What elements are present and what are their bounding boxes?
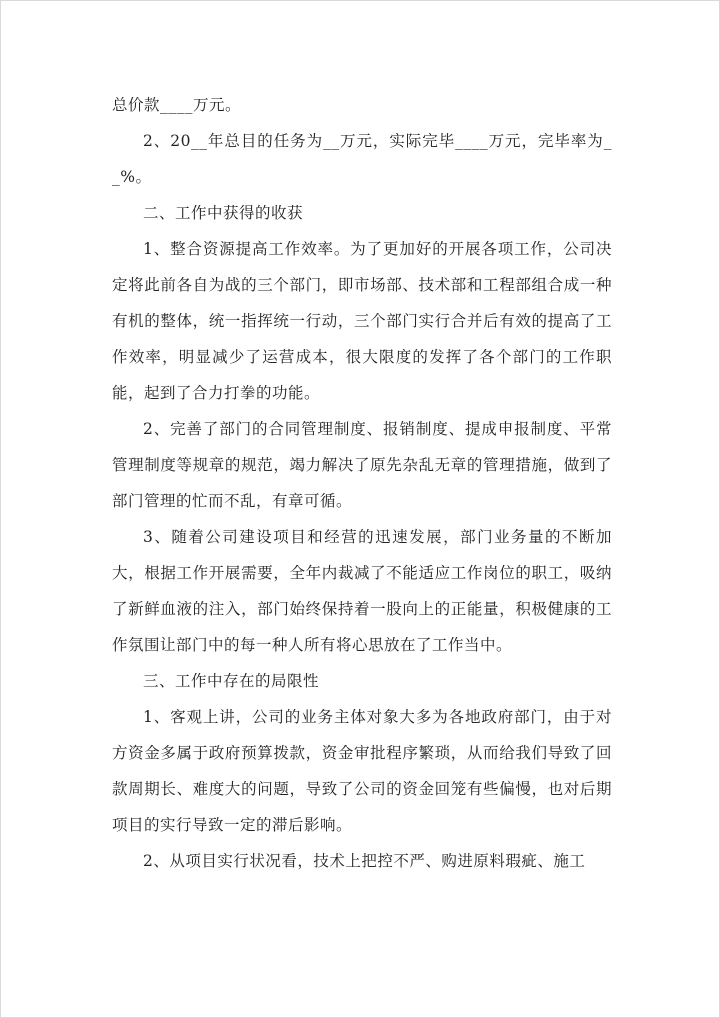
- paragraph-limitation-2: 2、从项目实行状况看，技术上把控不严、购进原料瑕疵、施工: [143, 852, 586, 870]
- paragraph-gain-1: 1、整合资源提高工作效率。为了更加好的开展各项工作，公司决定将此前各自为战的三个部门，即市场部、技术部和工程部组合成一种有机的整体，统一指挥统一行动，三个部门实行合并后有效的提高了工作效率，明显减少了运营成本，很大限度的发挥了各个部门的工作职能，起到了合力打拳的功能。: [112, 240, 612, 402]
- paragraph-gain-2: 2、完善了部门的合同管理制度、报销制度、提成申报制度、平常管理制度等规章的规范，竭力解决了原先杂乱无章的管理措施，做到了部门管理的忙而不乱，有章可循。: [112, 420, 612, 510]
- paragraph-annual-target: 2、20__年总目的任务为__万元，实际完毕____万元，完毕率为__%。: [112, 132, 612, 186]
- document-body: [112, 87, 612, 879]
- paragraph-total-price: 总价款____万元。: [112, 96, 242, 114]
- paragraph-gain-3: 3、随着公司建设项目和经营的迅速发展，部门业务量的不断加大，根据工作开展需要，全年内裁减了不能适应工作岗位的职工，吸纳了新鲜血液的注入，部门始终保持着一股向上的正能量，积极健康的工作氛围让部门中的每一种人所有将心思放在了工作当中。: [112, 528, 612, 654]
- section-heading-limitations: 三、工作中存在的局限性: [143, 672, 320, 690]
- section-heading-gains: 二、工作中获得的收获: [143, 204, 304, 222]
- paragraph-limitation-1: 1、客观上讲，公司的业务主体对象大多为各地政府部门，由于对方资金多属于政府预算拨款，资金审批程序繁琐，从而给我们导致了回款周期长、难度大的问题，导致了公司的资金回笼有些偏慢，也对后期项目的实行导致一定的滞后影响。: [112, 708, 612, 834]
